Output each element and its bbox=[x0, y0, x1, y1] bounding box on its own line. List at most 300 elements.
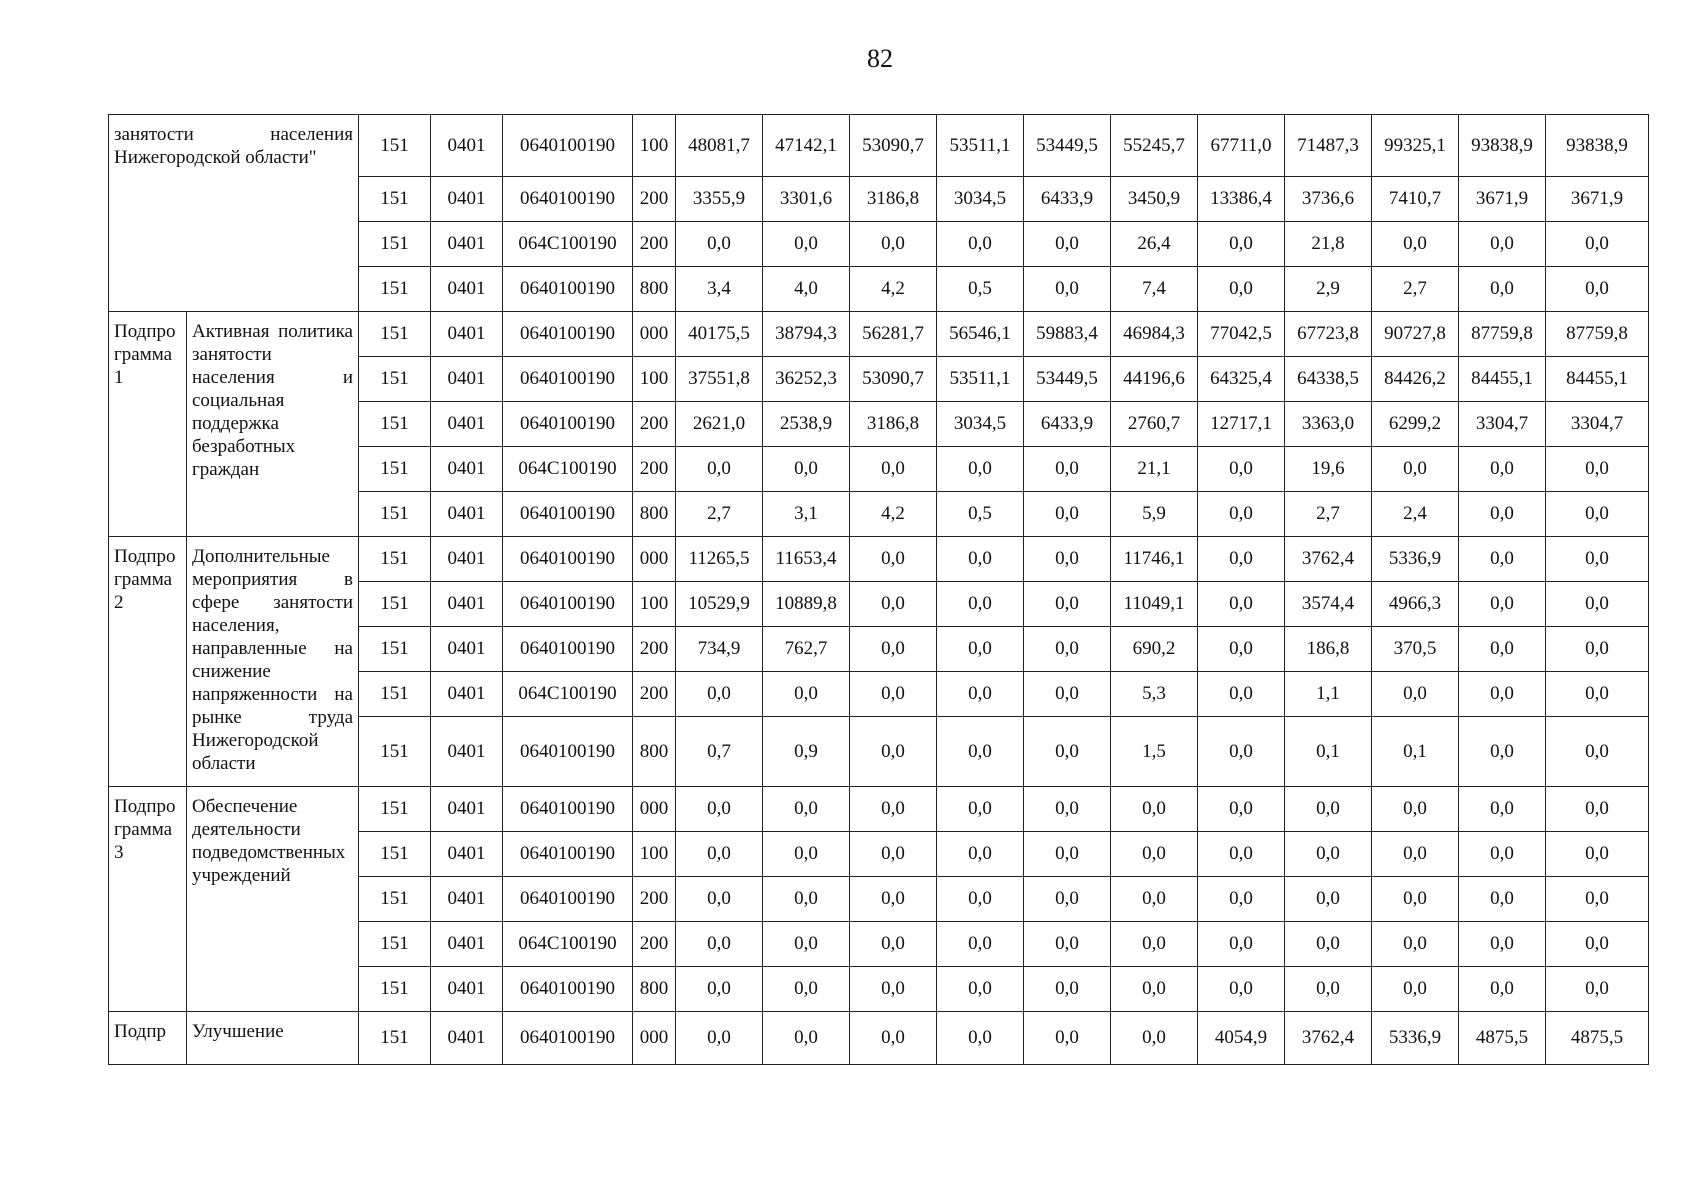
amount-cell: 0,0 bbox=[1459, 492, 1546, 537]
amount-cell: 6433,9 bbox=[1024, 402, 1111, 447]
amount-cell: 6433,9 bbox=[1024, 177, 1111, 222]
amount-cell: 0,0 bbox=[1198, 832, 1285, 877]
amount-cell: 0,0 bbox=[937, 1012, 1024, 1065]
grbs-code: 151 bbox=[359, 537, 431, 582]
target-article-code: 0640100190 bbox=[503, 627, 633, 672]
amount-cell: 0,0 bbox=[1024, 447, 1111, 492]
amount-cell: 0,0 bbox=[763, 222, 850, 267]
amount-cell: 0,0 bbox=[1111, 922, 1198, 967]
table-row bbox=[109, 312, 1649, 357]
amount-cell: 2,7 bbox=[676, 492, 763, 537]
amount-cell: 0,0 bbox=[676, 672, 763, 717]
program-name-line: занятости населения bbox=[114, 124, 353, 145]
amount-cell: 0,0 bbox=[937, 672, 1024, 717]
amount-cell: 53449,5 bbox=[1024, 115, 1111, 177]
amount-cell: 67711,0 bbox=[1198, 115, 1285, 177]
section-code: 0401 bbox=[431, 222, 503, 267]
amount-cell: 4,2 bbox=[850, 267, 937, 312]
amount-cell: 0,0 bbox=[1198, 447, 1285, 492]
amount-cell: 47142,1 bbox=[763, 115, 850, 177]
grbs-code: 151 bbox=[359, 717, 431, 787]
target-article-code: 0640100190 bbox=[503, 1012, 633, 1065]
amount-cell: 59883,4 bbox=[1024, 312, 1111, 357]
grbs-code: 151 bbox=[359, 967, 431, 1012]
amount-cell: 0,0 bbox=[937, 832, 1024, 877]
section-code: 0401 bbox=[431, 312, 503, 357]
amount-cell: 40175,5 bbox=[676, 312, 763, 357]
expense-type-code: 200 bbox=[633, 222, 676, 267]
section-code: 0401 bbox=[431, 537, 503, 582]
amount-cell: 0,0 bbox=[1546, 447, 1649, 492]
amount-cell: 0,0 bbox=[1546, 492, 1649, 537]
amount-cell: 0,0 bbox=[937, 717, 1024, 787]
amount-cell: 0,0 bbox=[1459, 717, 1546, 787]
amount-cell: 0,0 bbox=[937, 967, 1024, 1012]
table-body bbox=[109, 115, 1649, 1065]
amount-cell: 38794,3 bbox=[763, 312, 850, 357]
amount-cell: 0,0 bbox=[1024, 627, 1111, 672]
amount-cell: 0,0 bbox=[1024, 1012, 1111, 1065]
program-name bbox=[109, 115, 359, 312]
amount-cell: 0,0 bbox=[763, 1012, 850, 1065]
amount-cell: 0,0 bbox=[1546, 877, 1649, 922]
amount-cell: 11653,4 bbox=[763, 537, 850, 582]
amount-cell: 0,0 bbox=[937, 447, 1024, 492]
amount-cell: 53511,1 bbox=[937, 357, 1024, 402]
amount-cell: 0,0 bbox=[1459, 922, 1546, 967]
amount-cell: 0,0 bbox=[676, 967, 763, 1012]
amount-cell: 0,0 bbox=[1198, 627, 1285, 672]
amount-cell: 0,0 bbox=[676, 222, 763, 267]
amount-cell: 26,4 bbox=[1111, 222, 1198, 267]
amount-cell: 0,1 bbox=[1285, 717, 1372, 787]
program-name-line: Нижегородской области" bbox=[114, 147, 317, 168]
subprogram-name: Улучшение bbox=[187, 1012, 359, 1065]
grbs-code: 151 bbox=[359, 312, 431, 357]
amount-cell: 0,0 bbox=[1459, 877, 1546, 922]
amount-cell: 99325,1 bbox=[1372, 115, 1459, 177]
amount-cell: 0,0 bbox=[1198, 222, 1285, 267]
amount-cell: 3762,4 bbox=[1285, 537, 1372, 582]
subprogram-name: Обеспечение деятельности подведомственных учреждений bbox=[187, 787, 359, 1012]
amount-cell: 11746,1 bbox=[1111, 537, 1198, 582]
section-code: 0401 bbox=[431, 115, 503, 177]
amount-cell: 0,0 bbox=[1372, 222, 1459, 267]
amount-cell: 64325,4 bbox=[1198, 357, 1285, 402]
amount-cell: 0,0 bbox=[1459, 627, 1546, 672]
amount-cell: 0,7 bbox=[676, 717, 763, 787]
subprogram-label: Подпрограмма 3 bbox=[109, 787, 187, 1012]
amount-cell: 3186,8 bbox=[850, 402, 937, 447]
amount-cell: 2,7 bbox=[1285, 492, 1372, 537]
amount-cell: 0,0 bbox=[1111, 1012, 1198, 1065]
expense-type-code: 200 bbox=[633, 877, 676, 922]
expense-type-code: 000 bbox=[633, 312, 676, 357]
grbs-code: 151 bbox=[359, 492, 431, 537]
amount-cell: 3355,9 bbox=[676, 177, 763, 222]
amount-cell: 0,0 bbox=[1024, 787, 1111, 832]
amount-cell: 0,0 bbox=[1459, 537, 1546, 582]
amount-cell: 0,0 bbox=[763, 787, 850, 832]
amount-cell: 3304,7 bbox=[1546, 402, 1649, 447]
amount-cell: 13386,4 bbox=[1198, 177, 1285, 222]
amount-cell: 0,0 bbox=[937, 877, 1024, 922]
expense-type-code: 000 bbox=[633, 787, 676, 832]
expense-type-code: 100 bbox=[633, 832, 676, 877]
amount-cell: 0,0 bbox=[1198, 672, 1285, 717]
target-article-code: 0640100190 bbox=[503, 492, 633, 537]
section-code: 0401 bbox=[431, 832, 503, 877]
target-article-code: 0640100190 bbox=[503, 402, 633, 447]
amount-cell: 0,0 bbox=[937, 222, 1024, 267]
target-article-code: 0640100190 bbox=[503, 832, 633, 877]
expense-type-code: 200 bbox=[633, 627, 676, 672]
expense-type-code: 800 bbox=[633, 717, 676, 787]
section-code: 0401 bbox=[431, 922, 503, 967]
expense-type-code: 100 bbox=[633, 582, 676, 627]
subprogram-label: Подпр bbox=[109, 1012, 187, 1065]
amount-cell: 0,0 bbox=[1546, 967, 1649, 1012]
amount-cell: 0,0 bbox=[1198, 922, 1285, 967]
table-row bbox=[109, 1012, 1649, 1065]
amount-cell: 0,0 bbox=[1372, 672, 1459, 717]
table-row bbox=[109, 115, 1649, 177]
amount-cell: 0,0 bbox=[1285, 877, 1372, 922]
target-article-code: 0640100190 bbox=[503, 582, 633, 627]
amount-cell: 0,0 bbox=[1024, 537, 1111, 582]
amount-cell: 0,0 bbox=[850, 967, 937, 1012]
amount-cell: 0,0 bbox=[850, 832, 937, 877]
amount-cell: 3671,9 bbox=[1546, 177, 1649, 222]
grbs-code: 151 bbox=[359, 177, 431, 222]
expense-type-code: 100 bbox=[633, 357, 676, 402]
expense-type-code: 200 bbox=[633, 922, 676, 967]
amount-cell: 77042,5 bbox=[1198, 312, 1285, 357]
expense-type-code: 000 bbox=[633, 537, 676, 582]
amount-cell: 2,4 bbox=[1372, 492, 1459, 537]
amount-cell: 84426,2 bbox=[1372, 357, 1459, 402]
amount-cell: 0,0 bbox=[1546, 582, 1649, 627]
section-code: 0401 bbox=[431, 357, 503, 402]
amount-cell: 0,0 bbox=[937, 582, 1024, 627]
amount-cell: 0,0 bbox=[1372, 447, 1459, 492]
amount-cell: 1,5 bbox=[1111, 717, 1198, 787]
grbs-code: 151 bbox=[359, 672, 431, 717]
amount-cell: 0,0 bbox=[1459, 582, 1546, 627]
amount-cell: 0,0 bbox=[1546, 627, 1649, 672]
section-code: 0401 bbox=[431, 402, 503, 447]
amount-cell: 0,0 bbox=[676, 787, 763, 832]
section-code: 0401 bbox=[431, 267, 503, 312]
amount-cell: 0,0 bbox=[1024, 717, 1111, 787]
amount-cell: 0,0 bbox=[1459, 967, 1546, 1012]
amount-cell: 0,0 bbox=[1459, 787, 1546, 832]
amount-cell: 0,0 bbox=[1546, 922, 1649, 967]
section-code: 0401 bbox=[431, 787, 503, 832]
amount-cell: 0,0 bbox=[850, 1012, 937, 1065]
amount-cell: 4875,5 bbox=[1546, 1012, 1649, 1065]
grbs-code: 151 bbox=[359, 877, 431, 922]
amount-cell: 0,0 bbox=[1372, 877, 1459, 922]
amount-cell: 0,0 bbox=[1024, 492, 1111, 537]
amount-cell: 71487,3 bbox=[1285, 115, 1372, 177]
amount-cell: 2760,7 bbox=[1111, 402, 1198, 447]
grbs-code: 151 bbox=[359, 832, 431, 877]
amount-cell: 56546,1 bbox=[937, 312, 1024, 357]
amount-cell: 0,0 bbox=[850, 222, 937, 267]
amount-cell: 0,0 bbox=[1198, 967, 1285, 1012]
amount-cell: 0,0 bbox=[1024, 967, 1111, 1012]
amount-cell: 0,0 bbox=[1198, 537, 1285, 582]
expense-type-code: 200 bbox=[633, 402, 676, 447]
expense-type-code: 200 bbox=[633, 672, 676, 717]
amount-cell: 0,0 bbox=[1024, 877, 1111, 922]
amount-cell: 0,0 bbox=[850, 922, 937, 967]
grbs-code: 151 bbox=[359, 402, 431, 447]
grbs-code: 151 bbox=[359, 1012, 431, 1065]
section-code: 0401 bbox=[431, 1012, 503, 1065]
amount-cell: 0,0 bbox=[1372, 922, 1459, 967]
amount-cell: 0,0 bbox=[1111, 967, 1198, 1012]
amount-cell: 0,0 bbox=[1285, 832, 1372, 877]
amount-cell: 0,0 bbox=[1459, 267, 1546, 312]
amount-cell: 0,0 bbox=[676, 922, 763, 967]
section-code: 0401 bbox=[431, 447, 503, 492]
amount-cell: 0,0 bbox=[850, 877, 937, 922]
target-article-code: 064С100190 bbox=[503, 672, 633, 717]
subprogram-label: Подпрограмма 1 bbox=[109, 312, 187, 537]
amount-cell: 0,0 bbox=[1198, 267, 1285, 312]
amount-cell: 0,0 bbox=[937, 922, 1024, 967]
amount-cell: 0,0 bbox=[1024, 582, 1111, 627]
amount-cell: 0,0 bbox=[850, 717, 937, 787]
amount-cell: 53449,5 bbox=[1024, 357, 1111, 402]
amount-cell: 93838,9 bbox=[1546, 115, 1649, 177]
amount-cell: 3,4 bbox=[676, 267, 763, 312]
amount-cell: 0,0 bbox=[1459, 672, 1546, 717]
amount-cell: 0,0 bbox=[763, 877, 850, 922]
page-number: 82 bbox=[867, 44, 893, 73]
amount-cell: 0,0 bbox=[1372, 967, 1459, 1012]
amount-cell: 0,0 bbox=[937, 537, 1024, 582]
target-article-code: 0640100190 bbox=[503, 717, 633, 787]
amount-cell: 5336,9 bbox=[1372, 537, 1459, 582]
target-article-code: 0640100190 bbox=[503, 967, 633, 1012]
amount-cell: 0,0 bbox=[1546, 537, 1649, 582]
amount-cell: 3762,4 bbox=[1285, 1012, 1372, 1065]
subprogram-name: Активная политика занятости населения и социальная поддержка безработных граждан bbox=[187, 312, 359, 537]
amount-cell: 0,0 bbox=[1198, 787, 1285, 832]
amount-cell: 12717,1 bbox=[1198, 402, 1285, 447]
amount-cell: 0,9 bbox=[763, 717, 850, 787]
amount-cell: 0,0 bbox=[1459, 832, 1546, 877]
expense-type-code: 000 bbox=[633, 1012, 676, 1065]
amount-cell: 3034,5 bbox=[937, 402, 1024, 447]
grbs-code: 151 bbox=[359, 922, 431, 967]
amount-cell: 690,2 bbox=[1111, 627, 1198, 672]
amount-cell: 186,8 bbox=[1285, 627, 1372, 672]
amount-cell: 0,5 bbox=[937, 267, 1024, 312]
section-code: 0401 bbox=[431, 967, 503, 1012]
section-code: 0401 bbox=[431, 492, 503, 537]
target-article-code: 0640100190 bbox=[503, 787, 633, 832]
target-article-code: 0640100190 bbox=[503, 357, 633, 402]
amount-cell: 3186,8 bbox=[850, 177, 937, 222]
amount-cell: 84455,1 bbox=[1546, 357, 1649, 402]
amount-cell: 0,0 bbox=[1372, 787, 1459, 832]
amount-cell: 0,0 bbox=[676, 447, 763, 492]
amount-cell: 4,2 bbox=[850, 492, 937, 537]
amount-cell: 0,0 bbox=[1111, 832, 1198, 877]
amount-cell: 0,0 bbox=[1198, 877, 1285, 922]
amount-cell: 0,0 bbox=[850, 537, 937, 582]
amount-cell: 2,7 bbox=[1372, 267, 1459, 312]
grbs-code: 151 bbox=[359, 447, 431, 492]
amount-cell: 90727,8 bbox=[1372, 312, 1459, 357]
amount-cell: 0,0 bbox=[1111, 877, 1198, 922]
amount-cell: 3574,4 bbox=[1285, 582, 1372, 627]
section-code: 0401 bbox=[431, 177, 503, 222]
grbs-code: 151 bbox=[359, 787, 431, 832]
target-article-code: 0640100190 bbox=[503, 877, 633, 922]
amount-cell: 0,0 bbox=[1546, 222, 1649, 267]
amount-cell: 0,0 bbox=[850, 627, 937, 672]
amount-cell: 3304,7 bbox=[1459, 402, 1546, 447]
amount-cell: 2,9 bbox=[1285, 267, 1372, 312]
section-code: 0401 bbox=[431, 627, 503, 672]
amount-cell: 21,1 bbox=[1111, 447, 1198, 492]
target-article-code: 064С100190 bbox=[503, 222, 633, 267]
amount-cell: 0,0 bbox=[1546, 787, 1649, 832]
amount-cell: 5,9 bbox=[1111, 492, 1198, 537]
amount-cell: 0,0 bbox=[1372, 832, 1459, 877]
target-article-code: 0640100190 bbox=[503, 312, 633, 357]
amount-cell: 0,0 bbox=[1459, 222, 1546, 267]
amount-cell: 0,0 bbox=[1285, 922, 1372, 967]
amount-cell: 0,0 bbox=[1285, 787, 1372, 832]
amount-cell: 0,0 bbox=[1546, 267, 1649, 312]
amount-cell: 46984,3 bbox=[1111, 312, 1198, 357]
table-row bbox=[109, 787, 1649, 832]
amount-cell: 84455,1 bbox=[1459, 357, 1546, 402]
amount-cell: 0,0 bbox=[850, 672, 937, 717]
amount-cell: 370,5 bbox=[1372, 627, 1459, 672]
amount-cell: 55245,7 bbox=[1111, 115, 1198, 177]
amount-cell: 0,0 bbox=[763, 672, 850, 717]
amount-cell: 11265,5 bbox=[676, 537, 763, 582]
amount-cell: 5,3 bbox=[1111, 672, 1198, 717]
amount-cell: 4966,3 bbox=[1372, 582, 1459, 627]
amount-cell: 3301,6 bbox=[763, 177, 850, 222]
section-code: 0401 bbox=[431, 877, 503, 922]
amount-cell: 4054,9 bbox=[1198, 1012, 1285, 1065]
table-row bbox=[109, 537, 1649, 582]
target-article-code: 0640100190 bbox=[503, 115, 633, 177]
amount-cell: 87759,8 bbox=[1546, 312, 1649, 357]
subprogram-label: Подпрограмма 2 bbox=[109, 537, 187, 787]
budget-table bbox=[108, 114, 1649, 1065]
amount-cell: 3450,9 bbox=[1111, 177, 1198, 222]
section-code: 0401 bbox=[431, 672, 503, 717]
amount-cell: 0,0 bbox=[676, 877, 763, 922]
amount-cell: 0,1 bbox=[1372, 717, 1459, 787]
target-article-code: 0640100190 bbox=[503, 267, 633, 312]
expense-type-code: 100 bbox=[633, 115, 676, 177]
amount-cell: 0,0 bbox=[1024, 832, 1111, 877]
amount-cell: 0,0 bbox=[1024, 267, 1111, 312]
expense-type-code: 800 bbox=[633, 267, 676, 312]
amount-cell: 0,0 bbox=[1198, 492, 1285, 537]
amount-cell: 3363,0 bbox=[1285, 402, 1372, 447]
amount-cell: 10529,9 bbox=[676, 582, 763, 627]
amount-cell: 44196,6 bbox=[1111, 357, 1198, 402]
grbs-code: 151 bbox=[359, 582, 431, 627]
amount-cell: 0,0 bbox=[1111, 787, 1198, 832]
subprogram-name: Дополнительные мероприятия в сфере занятости населения, направленные на снижение напряженности на рынке труда Нижегородской области bbox=[187, 537, 359, 787]
expense-type-code: 800 bbox=[633, 492, 676, 537]
amount-cell: 4,0 bbox=[763, 267, 850, 312]
amount-cell: 2621,0 bbox=[676, 402, 763, 447]
amount-cell: 0,0 bbox=[850, 787, 937, 832]
amount-cell: 53090,7 bbox=[850, 357, 937, 402]
amount-cell: 0,5 bbox=[937, 492, 1024, 537]
amount-cell: 0,0 bbox=[763, 922, 850, 967]
amount-cell: 3034,5 bbox=[937, 177, 1024, 222]
grbs-code: 151 bbox=[359, 357, 431, 402]
amount-cell: 67723,8 bbox=[1285, 312, 1372, 357]
amount-cell: 3671,9 bbox=[1459, 177, 1546, 222]
amount-cell: 4875,5 bbox=[1459, 1012, 1546, 1065]
amount-cell: 21,8 bbox=[1285, 222, 1372, 267]
amount-cell: 762,7 bbox=[763, 627, 850, 672]
amount-cell: 0,0 bbox=[1285, 967, 1372, 1012]
amount-cell: 0,0 bbox=[1546, 832, 1649, 877]
amount-cell: 36252,3 bbox=[763, 357, 850, 402]
amount-cell: 0,0 bbox=[763, 447, 850, 492]
amount-cell: 5336,9 bbox=[1372, 1012, 1459, 1065]
amount-cell: 0,0 bbox=[1024, 922, 1111, 967]
amount-cell: 0,0 bbox=[676, 832, 763, 877]
target-article-code: 064С100190 bbox=[503, 922, 633, 967]
amount-cell: 0,0 bbox=[937, 787, 1024, 832]
amount-cell: 6299,2 bbox=[1372, 402, 1459, 447]
amount-cell: 56281,7 bbox=[850, 312, 937, 357]
amount-cell: 7410,7 bbox=[1372, 177, 1459, 222]
amount-cell: 0,0 bbox=[1024, 222, 1111, 267]
amount-cell: 87759,8 bbox=[1459, 312, 1546, 357]
section-code: 0401 bbox=[431, 717, 503, 787]
amount-cell: 53511,1 bbox=[937, 115, 1024, 177]
grbs-code: 151 bbox=[359, 115, 431, 177]
amount-cell: 53090,7 bbox=[850, 115, 937, 177]
amount-cell: 0,0 bbox=[1546, 672, 1649, 717]
amount-cell: 0,0 bbox=[1024, 672, 1111, 717]
amount-cell: 3,1 bbox=[763, 492, 850, 537]
expense-type-code: 800 bbox=[633, 967, 676, 1012]
expense-type-code: 200 bbox=[633, 447, 676, 492]
grbs-code: 151 bbox=[359, 267, 431, 312]
amount-cell: 3736,6 bbox=[1285, 177, 1372, 222]
amount-cell: 11049,1 bbox=[1111, 582, 1198, 627]
target-article-code: 0640100190 bbox=[503, 537, 633, 582]
amount-cell: 93838,9 bbox=[1459, 115, 1546, 177]
amount-cell: 0,0 bbox=[763, 832, 850, 877]
amount-cell: 19,6 bbox=[1285, 447, 1372, 492]
amount-cell: 10889,8 bbox=[763, 582, 850, 627]
amount-cell: 0,0 bbox=[1459, 447, 1546, 492]
section-code: 0401 bbox=[431, 582, 503, 627]
amount-cell: 0,0 bbox=[850, 582, 937, 627]
